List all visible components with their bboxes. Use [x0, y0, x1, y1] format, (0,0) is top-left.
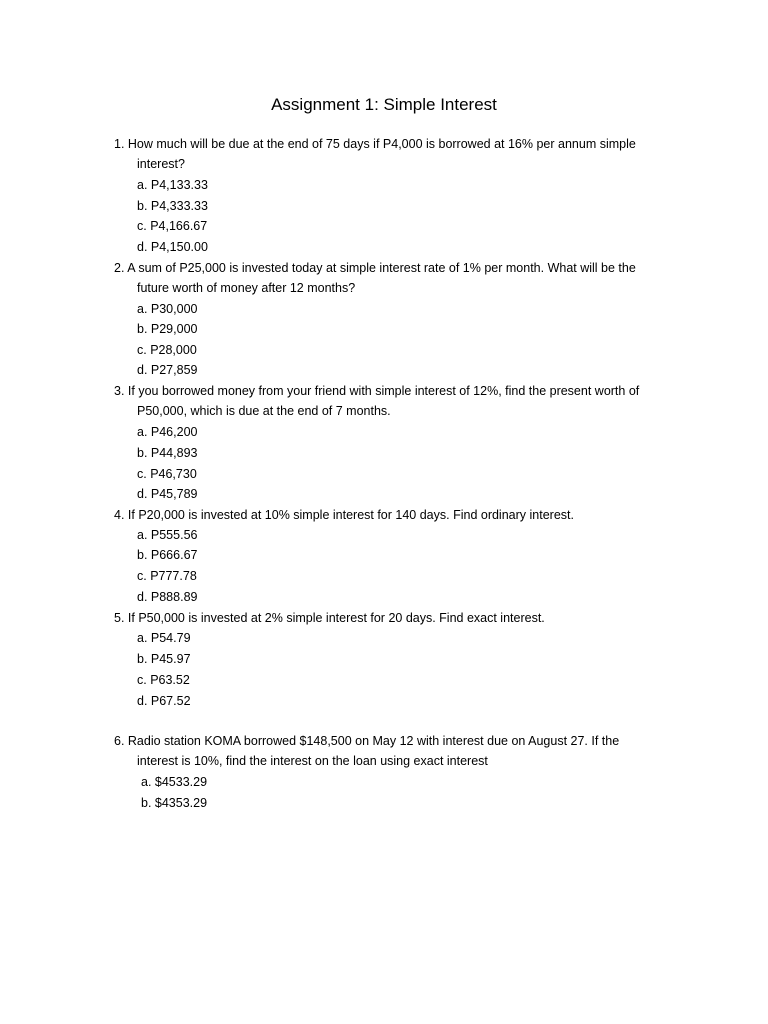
- question-5-option-d: d. P67.52: [137, 694, 191, 708]
- question-3-option-d: d. P45,789: [137, 487, 198, 501]
- page-title: Assignment 1: Simple Interest: [271, 95, 497, 114]
- question-3-text-continued: P50,000, which is due at the end of 7 months.: [137, 404, 391, 418]
- question-5-option-c: c. P63.52: [137, 673, 190, 687]
- question-4-text: 4. If P20,000 is invested at 10% simple interest for 140 days. Find ordinary interest.: [114, 508, 574, 522]
- question-5-text: 5. If P50,000 is invested at 2% simple interest for 20 days. Find exact interest.: [114, 611, 545, 625]
- question-2-option-a: a. P30,000: [137, 302, 198, 316]
- question-2-option-b: b. P29,000: [137, 322, 198, 336]
- question-6-option-b: b. $4353.29: [141, 796, 208, 810]
- question-2-option-d: d. P27,859: [137, 363, 198, 377]
- question-6-text: 6. Radio station KOMA borrowed $148,500 on May 12 with interest due on August 27. If the: [114, 734, 620, 748]
- question-3-option-c: c. P46,730: [137, 467, 197, 481]
- question-2-text-continued: future worth of money after 12 months?: [137, 281, 356, 295]
- question-3-text: 3. If you borrowed money from your friend with simple interest of 12%, find the present worth of: [114, 384, 640, 398]
- question-2-text: 2. A sum of P25,000 is invested today at simple interest rate of 1% per month. What will be the: [114, 261, 636, 275]
- question-2-option-c: c. P28,000: [137, 343, 197, 357]
- question-1-option-b: b. P4,333.33: [137, 199, 208, 213]
- question-6-text-continued: interest is 10%, find the interest on the loan using exact interest: [137, 754, 488, 768]
- question-4-option-a: a. P555.56: [137, 528, 198, 542]
- question-1-option-a: a. P4,133.33: [137, 178, 208, 192]
- question-4-option-c: c. P777.78: [137, 569, 197, 583]
- question-1-option-d: d. P4,150.00: [137, 240, 208, 254]
- question-5-option-b: b. P45.97: [137, 652, 191, 666]
- question-4-option-b: b. P666.67: [137, 548, 198, 562]
- question-1-text: 1. How much will be due at the end of 75 days if P4,000 is borrowed at 16% per annum simple: [114, 137, 636, 151]
- question-4-option-d: d. P888.89: [137, 590, 198, 604]
- question-5-option-a: a. P54.79: [137, 631, 191, 645]
- question-3-option-a: a. P46,200: [137, 425, 198, 439]
- question-6-option-a: a. $4533.29: [141, 775, 208, 789]
- question-1-option-c: c. P4,166.67: [137, 219, 208, 233]
- question-3-option-b: b. P44,893: [137, 446, 198, 460]
- question-1-text-continued: interest?: [137, 157, 185, 171]
